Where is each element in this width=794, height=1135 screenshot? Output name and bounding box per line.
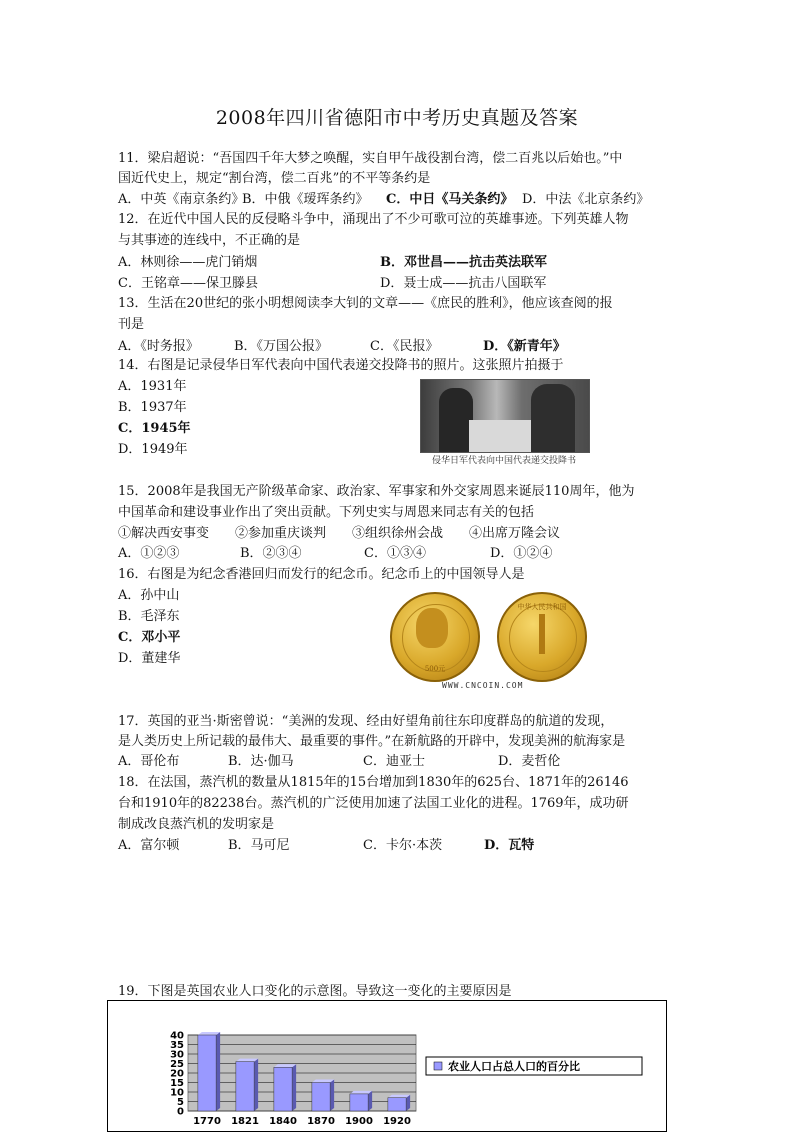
page-title: 2008年四川省德阳市中考历史真题及答案 — [215, 107, 579, 129]
q12-line2: 与其事迹的连线中，不正确的是 — [118, 233, 301, 248]
x-tick-label: 1900 — [345, 1116, 373, 1127]
q16-option-c: C．邓小平 — [118, 630, 181, 645]
coin-portrait-side — [390, 592, 480, 682]
x-tick-label: 1821 — [231, 1116, 259, 1127]
q16-option-a: A．孙中山 — [118, 588, 180, 603]
q18-line3: 制成改良蒸汽机的发明家是 — [118, 817, 275, 832]
q18-option-a: A．富尔顿 — [118, 838, 180, 853]
photo-figure-right — [531, 384, 575, 452]
x-tick-label: 1870 — [307, 1116, 335, 1127]
x-tick-label: 1840 — [269, 1116, 297, 1127]
bar-side — [216, 1032, 220, 1111]
y-tick-label: 30 — [170, 1049, 184, 1061]
coin-portrait — [416, 608, 448, 648]
y-tick-label: 5 — [177, 1097, 184, 1108]
q16-line1: 16．右图是为纪念香港回归而发行的纪念币。纪念币上的中国领导人是 — [118, 567, 525, 582]
q16-option-b: B．毛泽东 — [118, 609, 180, 624]
bar — [198, 1035, 216, 1111]
q12-option-a: A．林则徐——虎门销烟 — [118, 255, 258, 270]
x-axis-labels — [193, 1116, 411, 1127]
q17-option-d: D．麦哲伦 — [498, 754, 561, 769]
q18-option-b: B．马可尼 — [228, 838, 290, 853]
q13-option-c: C．《民报》 — [370, 339, 439, 354]
q15-statements: ①解决西安事变 ②参加重庆谈判 ③组织徐州会战 ④出席万隆会议 — [118, 526, 561, 541]
photo-caption: 侵华日军代表向中国代表递交投降书 — [431, 456, 576, 466]
bar-side — [368, 1091, 372, 1111]
y-tick-label: 15 — [170, 1078, 184, 1089]
q18-line2: 台和1910年的82238台。蒸汽机的广泛使用加速了法国工业化的进程。1769年，成功研 — [118, 796, 629, 811]
q14-line1: 14．右图是记录侵华日军代表向中国代表递交投降书的照片。这张照片拍摄于 — [118, 358, 564, 373]
q14-option-a: A．1931年 — [118, 379, 187, 394]
q14-option-d: D．1949年 — [118, 442, 188, 457]
y-tick-label: 0 — [177, 1106, 184, 1118]
bar-side — [330, 1080, 334, 1112]
chart-legend — [426, 1057, 642, 1075]
legend-swatch — [434, 1062, 442, 1070]
q17-line2: 是人类历史上所记载的最伟大、最重要的事件。”在新航路的开辟中，发现美洲的航海家是 — [118, 734, 626, 749]
q19-line1: 19．下图是英国农业人口变化的示意图。导致这一变化的主要原因是 — [118, 984, 512, 999]
bar — [274, 1067, 292, 1111]
coin-emblem-side — [497, 592, 587, 682]
q13-option-d: D．《新青年》 — [483, 339, 566, 354]
bar — [388, 1098, 406, 1111]
y-axis-ticks — [170, 1031, 184, 1118]
q14-option-c: C．1945年 — [118, 421, 191, 436]
q17-option-b: B．达·伽马 — [228, 754, 294, 769]
q11-option-d: D．中法《北京条约》 — [522, 192, 650, 207]
photo-table — [469, 420, 539, 452]
coin-tower — [539, 614, 545, 654]
q12-option-d: D．聂士成——抗击八国联军 — [380, 276, 547, 291]
q15-option-d: D．①②④ — [490, 546, 553, 561]
q15-option-a: A．①②③ — [118, 546, 180, 561]
q13-line2: 刊是 — [118, 317, 145, 332]
q12-option-b: B．邓世昌——抗击英法联军 — [380, 255, 547, 270]
q13-option-b: B．《万国公报》 — [234, 339, 329, 354]
bar-side — [254, 1059, 258, 1111]
q18-option-d: D．瓦特 — [484, 838, 535, 853]
q17-option-c: C．迪亚士 — [363, 754, 425, 769]
q11-option-a: A．中英《南京条约》 — [118, 192, 245, 207]
q13-line1: 13．生活在20世纪的张小明想阅读李大钊的文章——《庶民的胜利》，他应该查阅的报 — [118, 296, 613, 311]
bar — [350, 1094, 368, 1111]
coin-value: 500元 — [424, 665, 446, 673]
y-tick-label: 10 — [170, 1087, 184, 1099]
x-tick-label: 1920 — [383, 1116, 411, 1127]
q13-option-a: A．《时务报》 — [118, 339, 199, 354]
legend-label: 农业人口占总人口的百分比 — [448, 1060, 580, 1073]
q11-option-c: C．中日《马关条约》 — [386, 192, 514, 207]
y-tick-label: 35 — [170, 1040, 184, 1051]
bar — [236, 1062, 254, 1111]
q17-option-a: A．哥伦布 — [118, 754, 180, 769]
chart-frame — [107, 1000, 667, 1132]
q15-option-c: C．①③④ — [364, 546, 426, 561]
q14-option-b: B．1937年 — [118, 400, 187, 415]
q15-line1: 15．2008年是我国无产阶级革命家、政治家、军事家和外交家周恩来诞辰110周年，他为 — [118, 484, 635, 499]
agri-population-chart — [108, 1001, 666, 1131]
bar-side — [292, 1064, 296, 1111]
q11-line1: 11．梁启超说：“吾国四千年大梦之唤醒，实自甲午战役割台湾，偿二百兆以后始也。”中 — [118, 151, 623, 166]
q16-option-d: D．董建华 — [118, 651, 181, 666]
q18-line1: 18．在法国，蒸汽机的数量从1815年的15台增加到1830年的625台、1871年的26146 — [118, 775, 629, 790]
surrender-photo — [420, 379, 590, 453]
q17-line1: 17．英国的亚当·斯密曾说：“美洲的发现、经由好望角前往东印度群岛的航道的发现， — [118, 714, 614, 729]
q15-line2: 中国革命和建设事业作出了突出贡献。下列史实与周恩来同志有关的包括 — [118, 505, 535, 520]
q18-option-c: C．卡尔·本茨 — [363, 838, 443, 853]
q11-line2: 国近代史上，规定“割台湾，偿二百兆”的不平等条约是 — [118, 171, 431, 186]
q12-option-c: C．王铭章——保卫滕县 — [118, 276, 258, 291]
q12-line1: 12．在近代中国人民的反侵略斗争中，涌现出了不少可歌可泣的英雄事迹。下列英雄人物 — [118, 212, 629, 227]
bar — [312, 1083, 330, 1112]
x-tick-label: 1770 — [193, 1116, 221, 1127]
q15-option-b: B．②③④ — [240, 546, 302, 561]
photo-figure-left — [439, 388, 473, 452]
q11-option-b: B．中俄《瑷珲条约》 — [242, 192, 369, 207]
coin-watermark: WWW.CNCOIN.COM — [442, 681, 524, 690]
y-tick-label: 20 — [170, 1068, 184, 1080]
y-tick-label: 40 — [170, 1030, 184, 1042]
coin-country-text: 中华人民共和国 — [517, 603, 567, 611]
y-tick-label: 25 — [170, 1059, 184, 1070]
